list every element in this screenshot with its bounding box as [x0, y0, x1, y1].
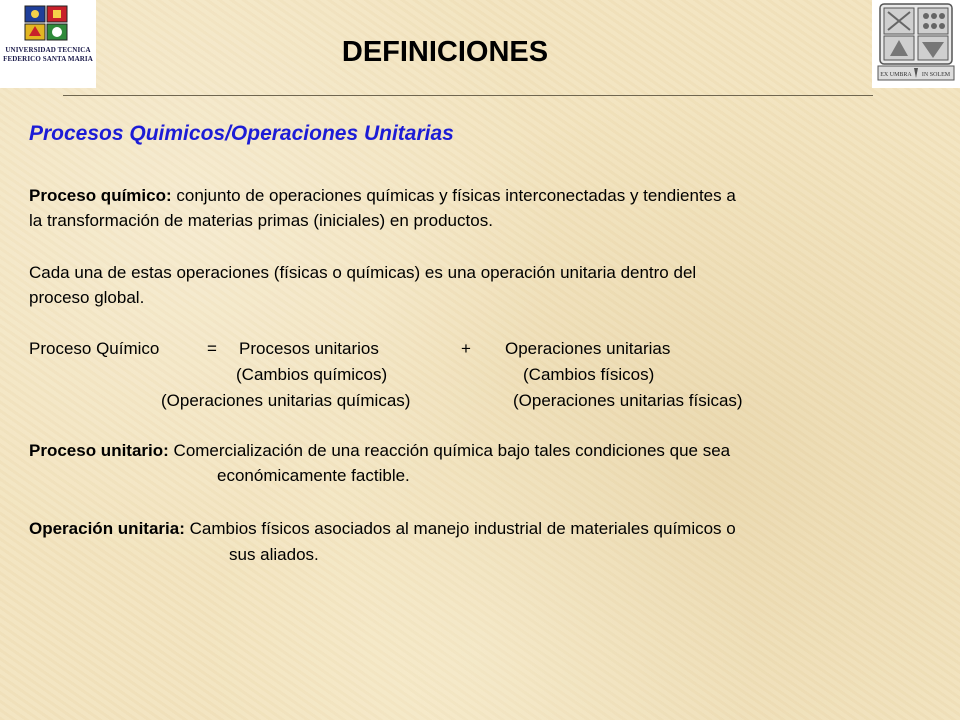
p1-term: Proceso químico: [29, 186, 172, 205]
equation-term1-note: (Cambios químicos) [236, 365, 388, 384]
equation-lhs: Proceso Químico [29, 339, 160, 358]
section-subtitle: Procesos Quimicos/Operaciones Unitarias [29, 122, 454, 145]
p4-term: Operación unitaria: [29, 519, 185, 538]
p4-line1 [29, 516, 736, 542]
p3-term: Proceso unitario: [29, 441, 169, 460]
university-name-line2: FEDERICO SANTA MARIA [3, 55, 93, 63]
page-title-text: DEFINICIONES [341, 36, 549, 68]
p4-line1-text: Cambios físicos asociados al manejo industrial de materiales químicos o [184, 519, 736, 538]
equation-term1: Procesos unitarios [239, 339, 379, 358]
p3-line2: económicamente factible. [217, 466, 410, 485]
university-name-line1: UNIVERSIDAD TECNICA [5, 46, 91, 54]
page-title [0, 34, 960, 70]
equation-equals: = [207, 339, 217, 358]
title-divider [63, 95, 873, 96]
equation-term2-note: (Cambios físicos) [523, 365, 655, 384]
equation-term1-alt: (Operaciones unitarias químicas) [161, 391, 411, 410]
p2-line1: Cada una de estas operaciones (físicas o químicas) es una operación unitaria dentro del [29, 263, 697, 282]
p2-line2: proceso global. [29, 288, 145, 307]
equation-term2-alt: (Operaciones unitarias físicas) [513, 391, 743, 410]
p3-line1-text: Comercialización de una reacción química bajo tales condiciones que sea [168, 441, 731, 460]
p4-line2: sus aliados. [229, 545, 319, 564]
p1-line1-text: conjunto de operaciones químicas y físicas interconectadas y tendientes a [171, 186, 736, 205]
crest-motto-right: IN SOLEM [921, 72, 951, 78]
p1-line2: la transformación de materias primas (iniciales) en productos. [29, 211, 493, 230]
p3-line1 [29, 438, 730, 464]
equation-term2: Operaciones unitarias [505, 339, 671, 358]
p1-line1 [29, 183, 736, 209]
equation-plus: + [461, 339, 471, 358]
crest-motto-left: EX UMBRA [880, 72, 912, 78]
